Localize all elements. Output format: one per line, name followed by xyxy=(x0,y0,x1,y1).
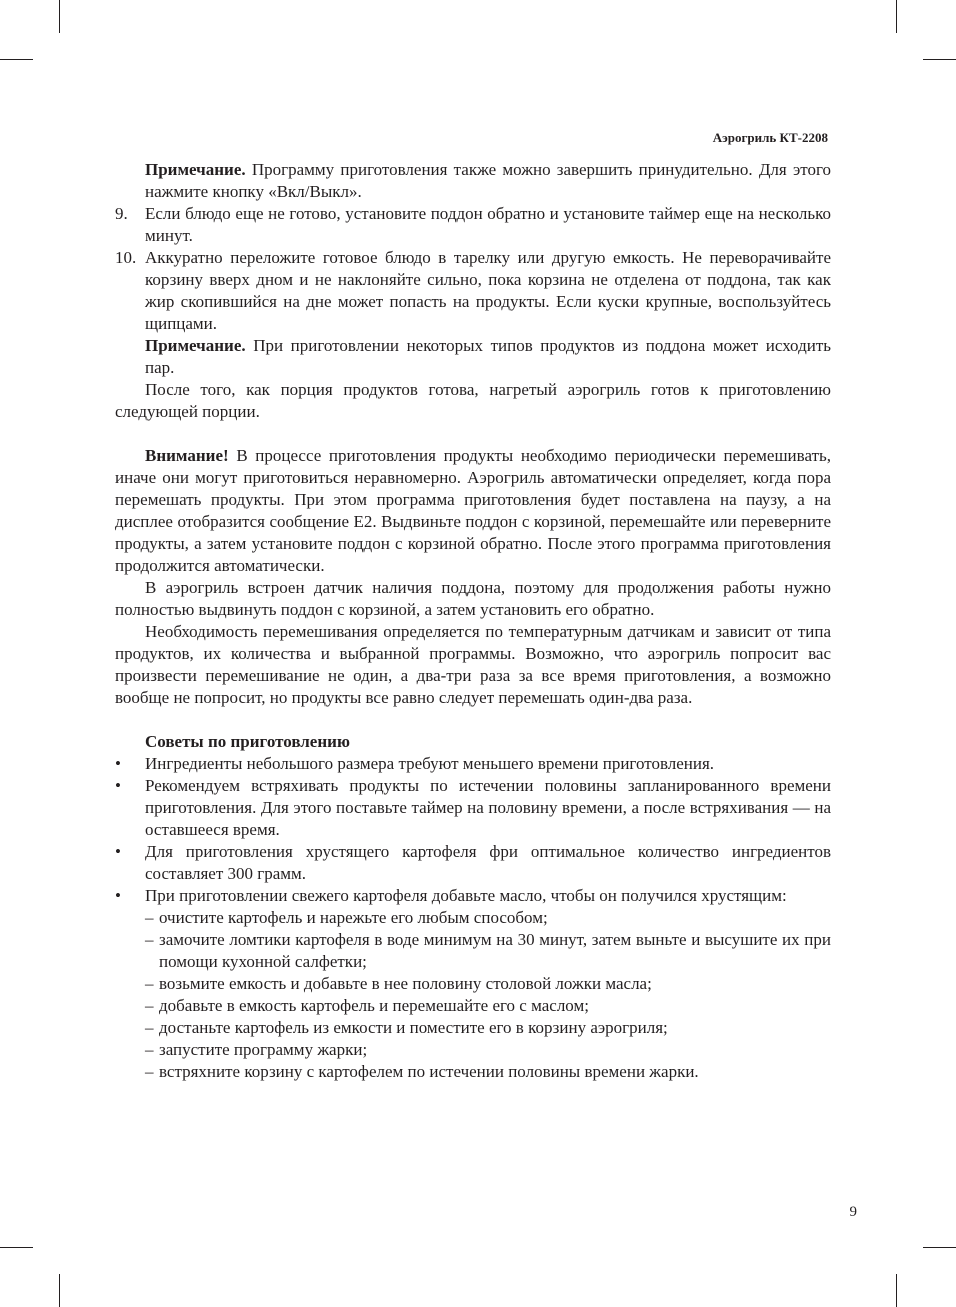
bullet-icon: • xyxy=(115,886,121,905)
bullet-text: Ингредиенты небольшого размера требуют меньшего времени приготовления. xyxy=(145,754,715,773)
crop-mark xyxy=(896,1274,897,1307)
dash-item xyxy=(145,1039,831,1061)
crop-mark xyxy=(59,1274,60,1307)
dash-item xyxy=(145,929,831,973)
dash-item xyxy=(145,973,831,995)
dash-text: достаньте картофель из емкости и поместите его в корзину аэрогриля; xyxy=(159,1018,668,1037)
dash-text: очистите картофель и нарежьте его любым способом; xyxy=(159,908,548,927)
dash-item xyxy=(145,907,831,929)
bullet-icon: • xyxy=(115,754,121,773)
dash-text: возьмите емкость и добавьте в нее половину столовой ложки масла; xyxy=(159,974,652,993)
step-number: 10. xyxy=(115,248,137,267)
step-item-10 xyxy=(115,247,831,335)
dash-text: встряхните корзину с картофелем по истечении половины времени жарки. xyxy=(159,1062,699,1081)
bullet-icon: • xyxy=(115,842,121,861)
dash-list xyxy=(115,907,831,1083)
dash-icon: – xyxy=(145,930,154,949)
body-paragraph: Необходимость перемешивания определяется по температурным датчикам и зависит от типа продуктов, их количества и выбранной программы. Возможно, что аэрогриль попросит вас произвести перемешивание не один, а два-три раза за все время приготовления, а возможно вообще не попросит, но продукты все равно следует перемешать один-два раза. xyxy=(115,622,831,707)
note-paragraph xyxy=(115,159,831,203)
dash-item xyxy=(145,995,831,1017)
dash-text: замочите ломтики картофеля в воде минимум на 30 минут, затем выньте и высушите их при помощи кухонной салфетки; xyxy=(159,930,831,971)
step-item-9 xyxy=(115,203,831,247)
attention-text: В процессе приготовления продукты необходимо периодически перемешивать, иначе они могут приготовиться неравномерно. Аэрогриль автоматически определяет, когда пора перемешать продукты. При этом программа приготовления будет поставлена на паузу, а на дисплее отобразится сообщение Е2. Выдвиньте поддон с корзиной, перемешайте или переверните продукты, а затем установите поддон с корзиной обратно. После этого программа приготовления продолжится автоматически. xyxy=(115,446,831,575)
step-text: Аккуратно переложите готовое блюдо в тарелку или другую емкость. Не переворачивайте корзину вверх дном и не наклоняйте сильно, пока корзина не отделена от поддона, так как жир скопившийся на дне может попасть на продукты. Если куски крупные, воспользуйтесь щипцами. xyxy=(145,248,831,333)
page-content xyxy=(115,159,831,1083)
note-label: Примечание. xyxy=(145,336,246,355)
attention-paragraph xyxy=(115,445,831,577)
running-header: Аэрогриль КТ-2208 xyxy=(712,130,828,145)
crop-mark xyxy=(0,59,33,60)
step-text: Если блюдо еще не готово, установите поддон обратно и установите таймер еще на несколько минут. xyxy=(145,204,831,245)
bullet-item xyxy=(115,885,831,907)
bullet-text: Рекомендуем встряхивать продукты по истечении половины запланированного времени приготовления. Для этого поставьте таймер на половину времени, а после встряхивания — на оставшееся время. xyxy=(145,776,831,839)
bullet-icon: • xyxy=(115,776,121,795)
bullet-item xyxy=(115,841,831,885)
bullet-text: Для приготовления хрустящего картофеля фри оптимальное количество ингредиентов составляет 300 грамм. xyxy=(145,842,831,883)
crop-mark xyxy=(0,1247,33,1248)
dash-icon: – xyxy=(145,996,154,1015)
crop-mark xyxy=(923,59,956,60)
note-text: При приготовлении некоторых типов продуктов из поддона может исходить пар. xyxy=(145,336,831,377)
crop-mark xyxy=(896,0,897,33)
note-paragraph xyxy=(115,335,831,379)
dash-icon: – xyxy=(145,1062,154,1081)
crop-mark xyxy=(923,1247,956,1248)
body-paragraph: В аэрогриль встроен датчик наличия поддона, поэтому для продолжения работы нужно полностью выдвинуть поддон с корзиной, а затем установить его обратно. xyxy=(115,578,831,619)
dash-text: запустите программу жарки; xyxy=(159,1040,368,1059)
note-text: Программу приготовления также можно завершить принудительно. Для этого нажмите кнопку «Вкл/Выкл». xyxy=(145,160,831,201)
dash-item xyxy=(145,1017,831,1039)
dash-item xyxy=(145,1061,831,1083)
step-number: 9. xyxy=(115,204,128,223)
bullet-item xyxy=(115,753,831,775)
dash-icon: – xyxy=(145,1018,154,1037)
note-label: Примечание. xyxy=(145,160,246,179)
attention-label: Внимание! xyxy=(145,446,229,465)
body-paragraph: После того, как порция продуктов готова, нагретый аэрогриль готов к приготовлению следующей порции. xyxy=(115,380,831,421)
dash-icon: – xyxy=(145,974,154,993)
dash-icon: – xyxy=(145,908,154,927)
dash-text: добавьте в емкость картофель и перемешайте его с маслом; xyxy=(159,996,589,1015)
page-number: 9 xyxy=(849,1204,857,1220)
bullet-item xyxy=(115,775,831,841)
crop-mark xyxy=(59,0,60,33)
dash-icon: – xyxy=(145,1040,154,1059)
section-heading: Советы по приготовлению xyxy=(145,732,350,751)
bullet-text: При приготовлении свежего картофеля добавьте масло, чтобы он получился хрустящим: xyxy=(145,886,787,905)
